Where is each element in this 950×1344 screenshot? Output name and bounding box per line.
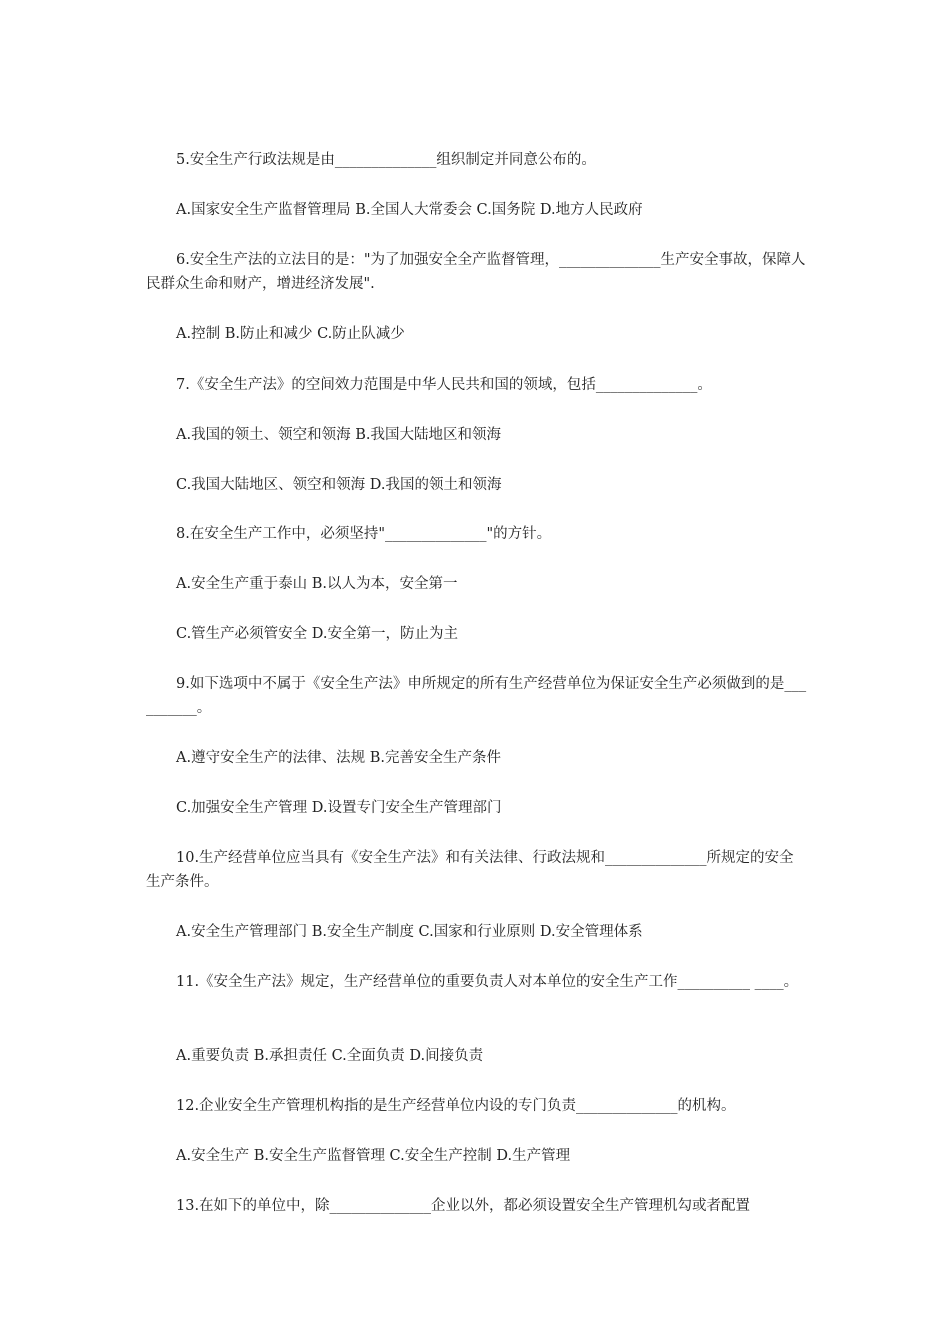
question-8-stem: 8.在安全生产工作中，必须坚持"______________"的方针。 (176, 526, 552, 542)
question-5-stem: 5.安全生产行政法规是由______________组织制定并同意公布的。 (176, 152, 596, 168)
question-10-stem: 10.生产经营单位应当具有《安全生产法》和有关法律、行政法规和______________所规定的安全生产条件。 (146, 850, 794, 890)
question-11-options: A.重要负责 B.承担责任 C.全面负责 D.间接负责 (176, 1048, 484, 1064)
question-7-stem: 7.《安全生产法》的空间效力范围是中华人民共和国的领域，包括______________。 (176, 377, 712, 393)
question-8-options-1: A.安全生产重于泰山 B.以人为本，安全第一 (176, 576, 458, 592)
question-9-stem: 9.如下选项中不属于《安全生产法》申所规定的所有生产经营单位为保证安全生产必须做到的是__________。 (146, 676, 807, 716)
question-13-stem: 13.在如下的单位中，除______________企业以外，都必须设置安全生产管理机勾或者配置 (176, 1198, 751, 1214)
question-8-options-2: C.管生产必须管安全 D.安全第一，防止为主 (176, 626, 459, 642)
question-9-options-2: C.加强安全生产管理 D.设置专门安全生产管理部门 (176, 800, 502, 816)
question-6-stem: 6.安全生产法的立法目的是："为了加强安全全产监督管理，______________生产安全事故，保障人民群众生命和财产，增进经济发展". (146, 252, 806, 292)
question-12-options: A.安全生产 B.安全生产监督管理 C.安全生产控制 D.生产管理 (176, 1148, 571, 1164)
question-10-options: A.安全生产管理部门 B.安全生产制度 C.国家和行业原则 D.安全管理体系 (176, 924, 643, 940)
question-12-stem: 12.企业安全生产管理机构指的是生产经营单位内设的专门负责______________的机构。 (176, 1098, 736, 1114)
question-5-options: A.国家安全生产监督管理局 B.全国人大常委会 C.国务院 D.地方人民政府 (176, 202, 643, 218)
question-9-options-1: A.遵守安全生产的法律、法规 B.完善安全生产条件 (176, 750, 501, 766)
question-7-options-1: A.我国的领土、领空和领海 B.我国大陆地区和领海 (176, 427, 501, 443)
question-6-options: A.控制 B.防止和减少 C.防止队减少 (176, 326, 405, 342)
question-7-options-2: C.我国大陆地区、领空和领海 D.我国的领土和领海 (176, 477, 502, 493)
question-11-stem: 11.《安全生产法》规定，生产经营单位的重要负责人对本单位的安全生产工作__________ ____。 (176, 974, 799, 990)
